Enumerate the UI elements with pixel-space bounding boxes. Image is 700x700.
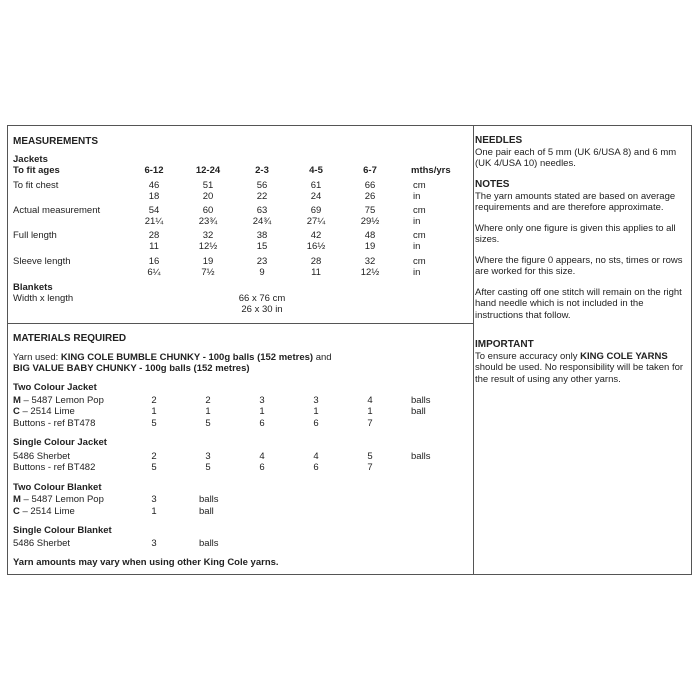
material-quantity: 1 [259, 406, 265, 417]
measurement-value-in: 22 [256, 191, 268, 202]
unit-in-label: in [413, 241, 421, 252]
blanket-in-value: 26 x 30 in [241, 304, 283, 315]
notes-paragraph: After casting off one stitch will remain on the right hand needle which is not included in the instructions that follow. [475, 286, 682, 321]
material-quantity: 5 [205, 462, 211, 473]
column-divider [473, 126, 474, 574]
shade-label: – 2514 Lime [19, 506, 75, 517]
needles-section [475, 135, 687, 170]
size-header: 12-24 [195, 165, 221, 176]
materials-heading: MATERIALS REQUIRED [13, 333, 127, 344]
material-quantity: 6 [259, 418, 265, 429]
colour-code: C [13, 406, 20, 417]
material-quantity: 3 [151, 538, 157, 549]
quantity-unit: ball [199, 506, 214, 517]
measurement-value-cm: 28 [148, 230, 160, 241]
material-quantity: 1 [151, 506, 157, 517]
quantity-unit: balls [411, 395, 431, 406]
important-text-start: To ensure accuracy only [475, 350, 581, 362]
material-item-label [13, 538, 70, 549]
blanket-cm-value: 66 x 76 cm [238, 293, 286, 304]
colour-code: C [13, 506, 20, 517]
material-item-label [13, 494, 104, 505]
material-quantity: 1 [151, 406, 157, 417]
yarn-prefix: Yarn used: [13, 352, 61, 363]
measurement-value-cm: 16 [148, 256, 160, 267]
to-fit-ages-label: To fit ages [13, 165, 60, 176]
size-header: 6-7 [363, 165, 377, 176]
notes-heading: NOTES [475, 179, 510, 190]
measurement-row-label: Sleeve length [13, 256, 71, 267]
measurement-value-in: 23¾ [198, 216, 218, 227]
measurement-value-cm: 32 [364, 256, 376, 267]
important-text [475, 351, 687, 386]
material-quantity: 7 [367, 462, 373, 473]
material-quantity: 3 [259, 395, 265, 406]
measurement-value-in: 18 [148, 191, 160, 202]
yarn-variation-note: Yarn amounts may vary when using other King Cole yarns. [13, 557, 279, 568]
shade-label: – 5487 Lemon Pop [20, 395, 104, 406]
material-quantity: 4 [367, 395, 373, 406]
shade-label: Buttons - ref BT482 [13, 462, 96, 473]
material-quantity: 1 [313, 406, 319, 417]
measurement-value-in: 12½ [360, 267, 380, 278]
measurement-value-cm: 46 [148, 180, 160, 191]
measurement-value-cm: 56 [256, 180, 268, 191]
shade-label: 5486 Sherbet [13, 451, 71, 462]
yarn-conjunction: and [313, 352, 332, 363]
material-item-label [13, 451, 70, 462]
yarn-name-bumble: KING COLE BUMBLE CHUNKY - 100g balls (152 metres) [60, 352, 314, 363]
measurement-value-in: 26 [364, 191, 376, 202]
unit-in-label: in [413, 216, 421, 227]
material-quantity: 3 [151, 494, 157, 505]
measurement-value-in: 24 [310, 191, 322, 202]
shade-label: 5486 Sherbet [13, 538, 71, 549]
measurement-row-label: Actual measurement [13, 205, 101, 216]
two-colour-blanket-title: Two Colour Blanket [13, 482, 102, 493]
needles-heading: NEEDLES [475, 135, 523, 146]
material-quantity: 7 [367, 418, 373, 429]
single-colour-jacket-title: Single Colour Jacket [13, 437, 107, 448]
yarn-line-1 [13, 352, 332, 363]
size-unit-label: mths/yrs [411, 165, 451, 176]
measurement-value-cm: 42 [310, 230, 322, 241]
blankets-label: Blankets [13, 282, 53, 293]
material-item-label [13, 462, 95, 473]
important-brand: KING COLE YARNS [580, 350, 668, 362]
measurement-value-cm: 28 [310, 256, 322, 267]
measurement-value-cm: 19 [202, 256, 214, 267]
quantity-unit: balls [411, 451, 431, 462]
material-item-label [13, 506, 75, 517]
material-quantity: 4 [259, 451, 265, 462]
measurement-value-cm: 51 [202, 180, 214, 191]
colour-code: M [13, 494, 21, 505]
measurement-value-in: 27¼ [306, 216, 326, 227]
shade-label: – 2514 Lime [19, 406, 75, 417]
material-quantity: 6 [313, 418, 319, 429]
measurement-value-in: 19 [364, 241, 376, 252]
material-quantity: 2 [151, 395, 157, 406]
measurement-value-cm: 63 [256, 205, 268, 216]
measurement-value-cm: 38 [256, 230, 268, 241]
quantity-unit: balls [199, 494, 219, 505]
measurement-row-label: To fit chest [13, 180, 59, 191]
measurement-value-in: 15 [256, 241, 268, 252]
measurement-value-in: 6¼ [147, 267, 161, 278]
material-quantity: 6 [313, 462, 319, 473]
important-heading: IMPORTANT [475, 339, 534, 350]
single-colour-blanket-title: Single Colour Blanket [13, 525, 112, 536]
blanket-size-label: Width x length [13, 293, 74, 304]
measurement-value-in: 11 [149, 241, 159, 252]
unit-in-label: in [413, 191, 421, 202]
material-quantity: 2 [151, 451, 157, 462]
measurements-heading: MEASUREMENTS [13, 136, 99, 147]
unit-in-label: in [413, 267, 421, 278]
measurement-value-cm: 23 [256, 256, 268, 267]
measurement-value-in: 11 [311, 267, 321, 278]
colour-code: M [13, 395, 21, 406]
material-quantity: 1 [367, 406, 373, 417]
measurement-value-in: 7½ [201, 267, 215, 278]
measurement-value-in: 9 [259, 267, 265, 278]
material-quantity: 4 [313, 451, 319, 462]
notes-section [475, 179, 687, 321]
measurement-value-cm: 60 [202, 205, 214, 216]
measurement-value-cm: 32 [202, 230, 214, 241]
two-colour-jacket-title: Two Colour Jacket [13, 382, 97, 393]
material-item-label [13, 418, 95, 429]
measurement-value-in: 29½ [360, 216, 380, 227]
material-item-label [13, 395, 104, 406]
measurement-row-label: Full length [13, 230, 57, 241]
measurement-value-in: 20 [202, 191, 214, 202]
notes-paragraph: Where only one figure is given this applies to all sizes. [475, 222, 676, 245]
measurement-value-in: 24¾ [252, 216, 272, 227]
section-divider [8, 323, 473, 324]
measurement-value-in: 21¼ [144, 216, 164, 227]
material-quantity: 5 [205, 418, 211, 429]
measurement-value-cm: 48 [364, 230, 376, 241]
measurement-value-in: 12½ [198, 241, 218, 252]
size-header: 6-12 [144, 165, 164, 176]
material-item-label [13, 406, 75, 417]
material-quantity: 2 [205, 395, 211, 406]
unit-cm-label: cm [413, 230, 426, 241]
size-header: 2-3 [255, 165, 269, 176]
unit-cm-label: cm [413, 256, 426, 267]
material-quantity: 5 [151, 418, 157, 429]
important-section [475, 339, 687, 385]
important-text-end: should be used. No responsibility will be taken for the result of using any other yarns. [475, 362, 684, 385]
material-quantity: 5 [151, 462, 157, 473]
measurement-value-in: 16½ [306, 241, 326, 252]
size-header: 4-5 [309, 165, 323, 176]
measurement-value-cm: 66 [364, 180, 376, 191]
quantity-unit: balls [199, 538, 219, 549]
material-quantity: 5 [367, 451, 373, 462]
notes-paragraph: Where the figure 0 appears, no sts, times or rows are worked for this size. [475, 254, 683, 277]
yarn-name-big-value: BIG VALUE BABY CHUNKY - 100g balls (152 metres) [13, 363, 250, 374]
shade-label: – 5487 Lemon Pop [20, 494, 104, 505]
measurement-value-cm: 69 [310, 205, 322, 216]
material-quantity: 1 [205, 406, 211, 417]
measurement-value-cm: 61 [310, 180, 322, 191]
quantity-unit: ball [411, 406, 426, 417]
unit-cm-label: cm [413, 180, 426, 191]
unit-cm-label: cm [413, 205, 426, 216]
material-quantity: 3 [313, 395, 319, 406]
notes-paragraph: The yarn amounts stated are based on average requirements and are therefore approximate. [475, 190, 676, 213]
material-quantity: 3 [205, 451, 211, 462]
needles-text: One pair each of 5 mm (UK 6/USA 8) and 6 mm (UK 4/USA 10) needles. [475, 146, 677, 169]
measurement-value-cm: 75 [364, 205, 376, 216]
shade-label: Buttons - ref BT478 [13, 418, 96, 429]
measurement-value-cm: 54 [148, 205, 160, 216]
material-quantity: 6 [259, 462, 265, 473]
jackets-label: Jackets [13, 154, 48, 165]
